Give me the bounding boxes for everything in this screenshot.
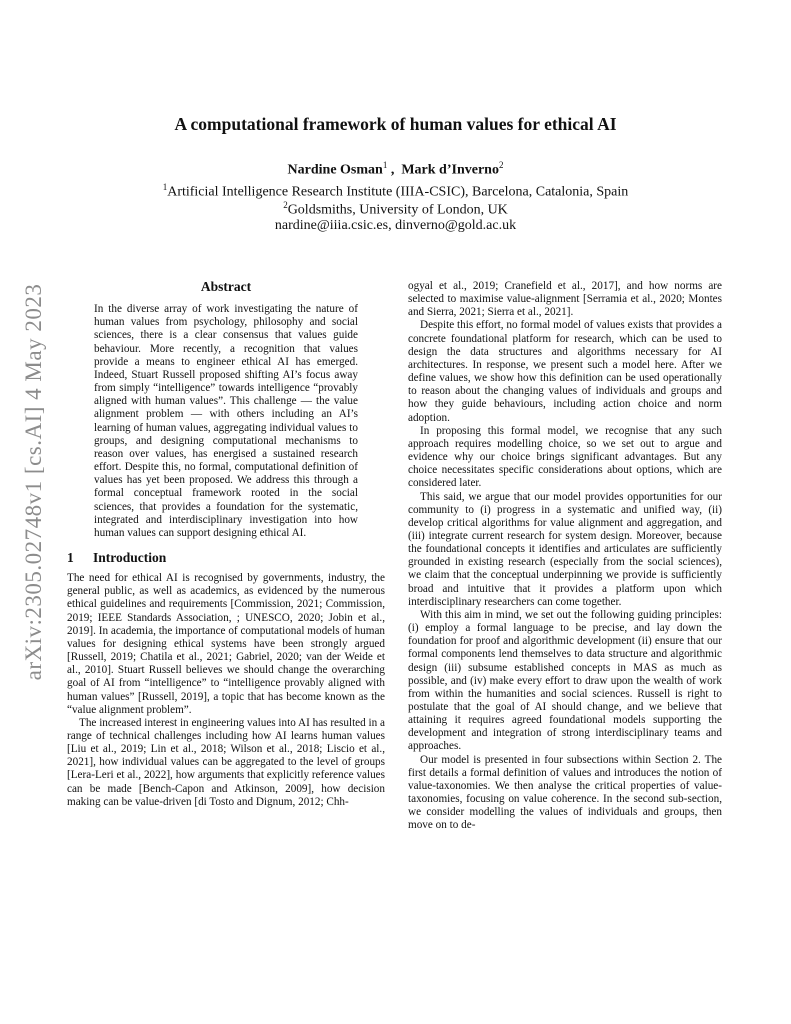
author-name: Mark d’Inverno bbox=[401, 162, 499, 178]
section-title: Introduction bbox=[93, 549, 167, 565]
affiliation-text: Artificial Intelligence Research Institute (IIIA-CSIC), Barcelona, Catalonia, Spain bbox=[167, 184, 629, 200]
abstract-paragraph: In the diverse array of work investigating the nature of human values from psychology, philosophy and social sciences, there is a clear consensus that values guide behaviour. More recently, a recognition that values provide a means to engineer ethical AI has emerged. Indeed, Stuart Russell proposed shifting AI’s focus away from simply “intelligence” towards intelligence “provably aligned with human values”. This challenge — the value alignment problem — with others including an AI’s learning of human values, aggregating individual values to groups, and designing computational mechanisms to reason over values, has energised a sustained research effort. Despite this, no formal, computational definition of values has yet been proposed. We address this through a formal conceptual framework rooted in the social sciences, that provides a foundation for the systematic, integrated and interdisciplinary investigation into how human values can support designing ethical AI. bbox=[94, 303, 358, 539]
body-paragraph: The increased interest in engineering values into AI has resulted in a range of technical challenges including how AI learns human values [Liu et al., 2019; Lin et al., 2018; Wilson et al., 2018; Liscio et al., 2021], how individual values can be aggregated to the level of groups [Lera-Leri et al., 2022], how arguments that explicitly reference values can be made [Bench-Capon and Atkinson, 2009], how decision making can be value-driven [di Tosto and Dignum, 2012; Chh- bbox=[67, 716, 386, 808]
author-affiliation-mark: 1 bbox=[382, 160, 388, 170]
body-paragraph: With this aim in mind, we set out the following guiding principles: (i) employ a formal language to be precise, and lay down the foundation for proof and algorithmic development (ii) ensure that our formal components lend themselves to data structure and algorithmic design (iii) subsume established concepts in MAS as much as possible, and (iv) make every effort to draw upon the wealth of work from within the humanities and social sciences. Russell is right to postulate that the goal of AI should change, and we believe that attaining it requires agreed foundational models supporting the development and integration of strong interdisciplinary teams and approaches. bbox=[408, 608, 722, 753]
affiliation bbox=[0, 200, 791, 219]
body-paragraph: ogyal et al., 2019; Cranefield et al., 2017], and how norms are selected to maximise value-alignment [Serramia et al., 2020; Montes and Sierra, 2021; Sierra et al., 2021]. bbox=[408, 280, 722, 319]
section-heading bbox=[67, 551, 385, 564]
body-paragraph: Despite this effort, no formal model of values exists that provides a concrete foundational platform for research, which can be used to design the data structures and algorithms necessary for AI architectures. In response, we present such a model here. After we define values, we show how this definition can be used operationally to reason about the changing values of individuals and groups and how they guide behaviours, including action choice and norm adoption. bbox=[408, 319, 722, 424]
body-paragraph: Our model is presented in four subsections within Section 2. The first details a formal definition of values and introduces the notion of value-taxonomies. We then analyse the critical properties of value-taxonomies, focusing on value coherence. In the second sub-section, we consider modelling the values of individuals and groups, then move on to de- bbox=[408, 753, 722, 832]
section-number: 1 bbox=[67, 549, 74, 565]
affiliation-text: Goldsmiths, University of London, UK bbox=[287, 202, 508, 218]
author-emails: nardine@iiia.csic.es, dinverno@gold.ac.uk bbox=[274, 218, 517, 233]
author-separator: , bbox=[387, 162, 402, 178]
affiliation bbox=[0, 182, 791, 201]
paper-title: A computational framework of human values for ethical AI bbox=[174, 114, 617, 134]
left-column bbox=[67, 280, 385, 809]
author-line bbox=[0, 160, 791, 179]
arxiv-stamp: arXiv:2305.02748v1 [cs.AI] 4 May 2023 bbox=[21, 283, 46, 681]
body-paragraph: This said, we argue that our model provides opportunities for our community to (i) progress in a systematic and unified way, (ii) develop critical algorithms for value alignment and aggregation, and (iii) integrate current research for system design. Moreover, because the foundational concepts it identifies and articulates are sufficiently grounded in existing research (especially from the social sciences), we claim that the conceptual underpinning we provide is sufficiently broad and intuitive that it provides a platform upon which interdisciplinary researchers can come together. bbox=[408, 490, 722, 608]
body-paragraph: The need for ethical AI is recognised by governments, industry, the general public, as well as academics, as evidenced by the numerous ethical guidelines and requirements [Commission, 2021; Commission, 2019; IEEE Standards Association, ; UNESCO, 2020; Jobin et al., 2019]. In academia, the importance of computational models of human values for designing ethical systems have been strongly argued [Russell, 2019; Chatila et al., 2021; Gabriel, 2020; van der Weide et al., 2010]. Stuart Russell believes we should change the overarching goal of AI from “intelligence” to “intelligence provably aligned with human values” [Russell, 2019], a topic that has become known as the “value alignment problem”. bbox=[67, 572, 385, 716]
right-column bbox=[408, 280, 722, 833]
body-paragraph: In proposing this formal model, we recognise that any such approach requires modelling choice, so we set out to argue and evidence why our choice brings significant advantages. But any choice necessitates specific considerations about options, which are considered later. bbox=[408, 424, 722, 490]
abstract-body bbox=[94, 303, 358, 540]
abstract-heading: Abstract bbox=[200, 279, 252, 294]
affiliation-mark: 2 bbox=[283, 200, 288, 210]
author-name: Nardine Osman bbox=[287, 162, 383, 178]
arxiv-sidebar bbox=[0, 0, 60, 1024]
affiliation-mark: 1 bbox=[162, 182, 168, 192]
author-affiliation-mark: 2 bbox=[498, 160, 504, 170]
